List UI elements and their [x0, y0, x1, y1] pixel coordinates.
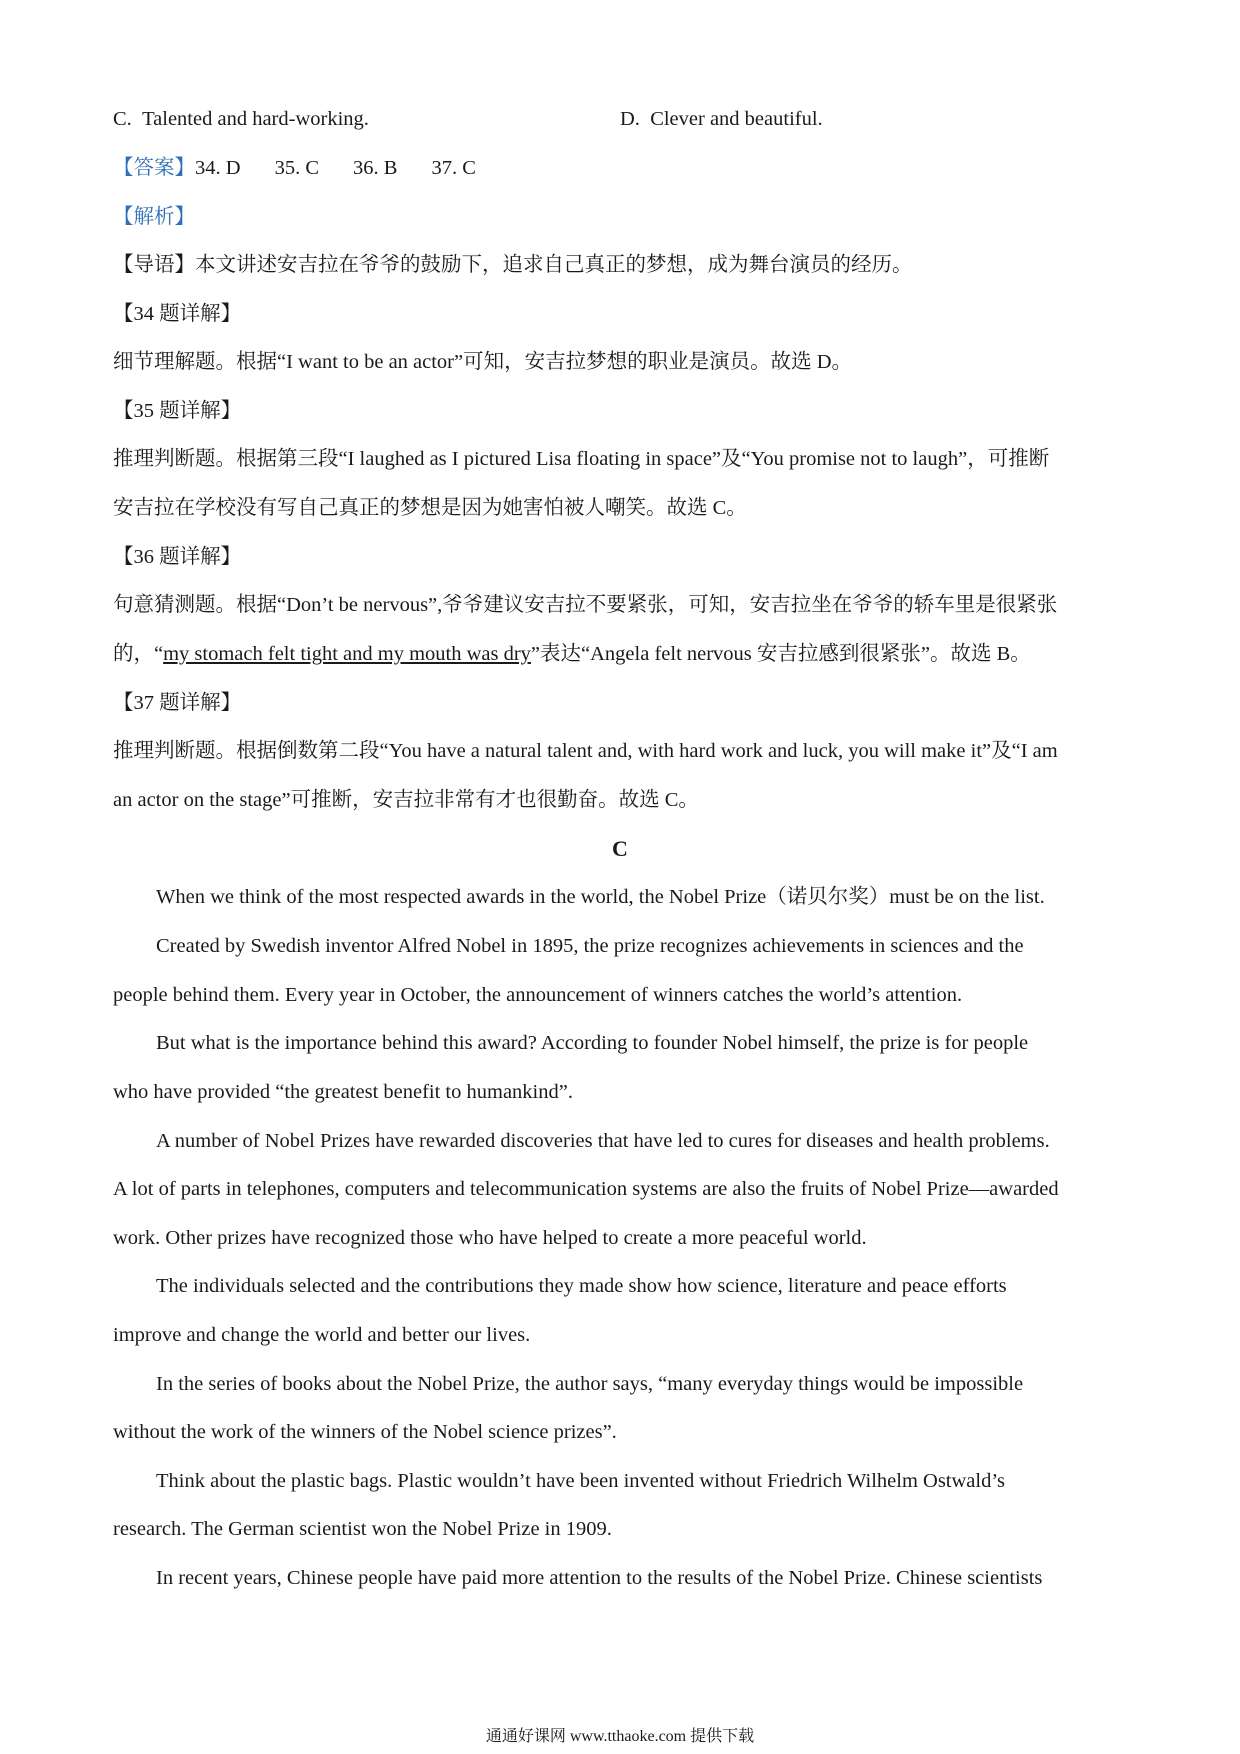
option-c — [113, 105, 369, 133]
q35-heading: 【35 题详解】 — [113, 400, 242, 422]
q37-line1: 推理判断题。根据倒数第二段“You have a natural talent and, with hard work and luck, you will make it”及“I am — [113, 740, 1058, 762]
passage-line: But what is the importance behind this award? According to founder Nobel himself, the prize is for people — [156, 1032, 1029, 1054]
passage-line: people behind them. Every year in October, the announcement of winners catches the world’s attention. — [113, 984, 963, 1006]
passage-line: Think about the plastic bags. Plastic wouldn’t have been invented without Friedrich Wilhelm Ostwald’s — [156, 1470, 1006, 1492]
passage-line: A number of Nobel Prizes have rewarded discoveries that have led to cures for diseases and health problems. — [156, 1130, 1050, 1152]
option-d-letter: D. — [620, 108, 640, 130]
passage-line: who have provided “the greatest benefit to humankind”. — [113, 1081, 573, 1103]
q36-line1: 句意猜测题。根据“Don’t be nervous”,爷爷建议安吉拉不要紧张，可知，安吉拉坐在爷爷的轿车里是很紧张 — [113, 594, 1058, 616]
passage-line: improve and change the world and better our lives. — [113, 1324, 531, 1346]
passage-line: In the series of books about the Nobel Prize, the author says, “many everyday things would be impossible — [156, 1373, 1024, 1395]
passage-line: Created by Swedish inventor Alfred Nobel in 1895, the prize recognizes achievements in sciences and the — [156, 935, 1024, 957]
q35-line2: 安吉拉在学校没有写自己真正的梦想是因为她害怕被人嘲笑。故选 C。 — [113, 497, 747, 519]
q36-underlined-quote: my stomach felt tight and my mouth was dry — [163, 643, 531, 665]
q36-line2-post: ”表达“Angela felt nervous 安吉拉感到很紧张”。故选 B。 — [530, 643, 1031, 665]
guide-line — [113, 251, 913, 279]
option-c-text: Talented and hard-working. — [142, 108, 369, 130]
q36-line2 — [113, 640, 1031, 668]
answer-label: 【答案】 — [113, 157, 195, 179]
analysis-label: 【解析】 — [113, 206, 195, 228]
q34-text: 细节理解题。根据“I want to be an actor”可知，安吉拉梦想的职业是演员。故选 D。 — [113, 351, 853, 373]
passage-line: research. The German scientist won the Nobel Prize in 1909. — [113, 1518, 612, 1540]
q37-line2: an actor on the stage”可推断，安吉拉非常有才也很勤奋。故选 C。 — [113, 789, 699, 811]
option-d — [620, 105, 823, 133]
guide-label: 【导语】 — [113, 254, 195, 276]
option-c-letter: C. — [113, 108, 132, 130]
answer-item: 35. C — [274, 157, 319, 179]
q35-line1: 推理判断题。根据第三段“I laughed as I pictured Lisa floating in space”及“You promise not to laugh”，可推断 — [113, 448, 1050, 470]
answer-item: 34. D — [195, 157, 241, 179]
passage-line: A lot of parts in telephones, computers and telecommunication systems are also the fruits of Nobel Prize—awarded — [113, 1178, 1059, 1200]
option-d-text: Clever and beautiful. — [650, 108, 823, 130]
page-footer: 通通好课网 www.tthaoke.com 提供下载 — [485, 1728, 755, 1745]
q36-line2-pre: 的，“ — [113, 643, 164, 665]
passage-line: In recent years, Chinese people have paid more attention to the results of the Nobel Prize. Chinese scientists — [156, 1567, 1043, 1589]
answer-item: 37. C — [431, 157, 476, 179]
q37-heading: 【37 题详解】 — [113, 692, 242, 714]
passage-line: without the work of the winners of the Nobel science prizes”. — [113, 1421, 617, 1443]
passage-line: When we think of the most respected awards in the world, the Nobel Prize（诺贝尔奖）must be on the list. — [156, 886, 1045, 908]
q34-heading: 【34 题详解】 — [113, 303, 242, 325]
answer-item: 36. B — [353, 157, 398, 179]
passage-line: work. Other prizes have recognized those who have helped to create a more peaceful world. — [113, 1227, 867, 1249]
answer-line — [113, 154, 476, 182]
passage-line: The individuals selected and the contributions they made show how science, literature and peace efforts — [156, 1275, 1007, 1297]
guide-text: 本文讲述安吉拉在爷爷的鼓励下，追求自己真正的梦想，成为舞台演员的经历。 — [195, 254, 913, 276]
passage-title: C — [612, 836, 628, 861]
q36-heading: 【36 题详解】 — [113, 546, 242, 568]
